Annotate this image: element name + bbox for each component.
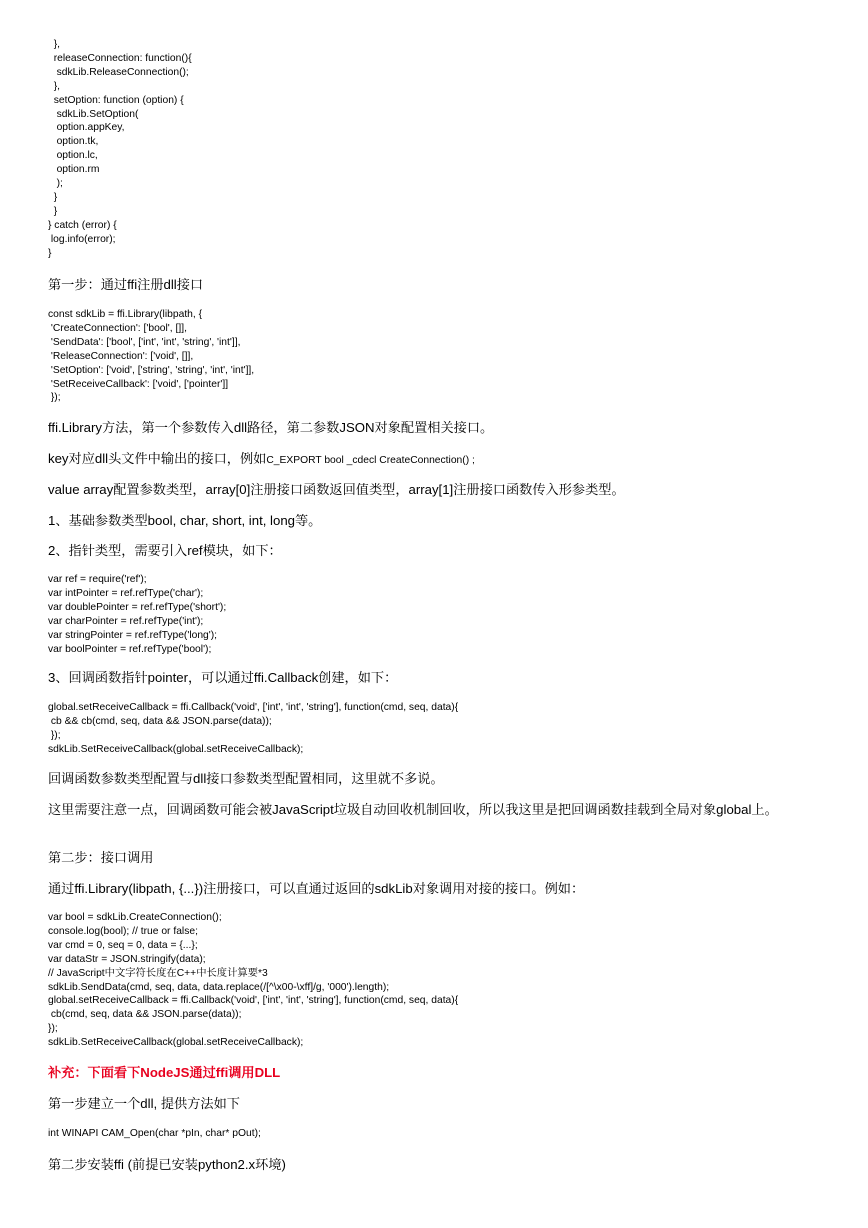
supplement-heading: 补充：下面看下NodeJS通过ffi调用DLL (48, 1065, 281, 1080)
code-block-callback: global.setReceiveCallback = ffi.Callback('void', ['int', 'int', 'string'], function(cmd, seq, data){ cb && cb(cmd, seq, data && JSON.parse(data)); }); sdkLib.SetReceiveCallback(global.setReceiveCallback); (48, 702, 459, 755)
paragraph-callback-pointer: 3、回调函数指针pointer，可以通过ffi.Callback创建，如下： (48, 670, 398, 685)
paragraph-ffi-library-desc: ffi.Library方法，第一个参数传入dll路径，第二参数JSON对象配置相关接口。 (48, 420, 494, 435)
code-block-ffi-library: const sdkLib = ffi.Library(libpath, { 'CreateConnection': ['bool', []], 'SendData': ['bool', ['int', 'int', 'string', 'int']], 'ReleaseConnection': ['void', []], 'SetOption': ['void', ['string', 'string', 'int', 'int']], 'SetReceiveCallback': ['void', ['pointer']] }); (48, 309, 255, 404)
key-desc-text: key对应dll头文件中输出的接口，例如 (48, 451, 267, 466)
paragraph-basic-types: 1、基础参数类型bool, char, short, int, long等。 (48, 513, 322, 528)
paragraph-pointer-types: 2、指针类型，需要引入ref模块，如下： (48, 543, 282, 558)
code-block-ref-pointers: var ref = require('ref'); var intPointer = ref.refType('char'); var doublePointer = ref.refType('short'); var charPointer = ref.refType('int'); var stringPointer = ref.refType('long'); var boolPointer = ref.refType('bool'); (48, 574, 227, 655)
step-one-heading: 第一步：通过ffi注册dll接口 (48, 277, 204, 292)
code-block-connection-methods: }, releaseConnection: function(){ sdkLib.ReleaseConnection(); }, setOption: function (option) { sdkLib.SetOption( option.appKey, option.tk, option.lc, option.rm ); } } } catch (error) { log.info(error); } (48, 39, 192, 259)
paragraph-gc-note: 这里需要注意一点，回调函数可能会被JavaScript垃圾自动回收机制回收，所以我这里是把回调函数挂载到全局对象global上。 (48, 802, 778, 817)
paragraph-interface-call: 通过ffi.Library(libpath, {...})注册接口，可以直通过返回的sdkLib对象调用对接的接口。例如： (48, 881, 585, 896)
step-two-heading: 第二步：接口调用 (48, 850, 154, 865)
paragraph-create-dll: 第一步建立一个dll, 提供方法如下 (48, 1096, 240, 1111)
paragraph-value-array-desc: value array配置参数类型，array[0]注册接口函数返回值类型，array[1]注册接口函数传入形参类型。 (48, 482, 625, 497)
paragraph-key-desc (48, 450, 475, 469)
paragraph-install-ffi: 第二步安装ffi (前提已安装python2.x环境) (48, 1157, 286, 1172)
key-desc-example: C_EXPORT bool _cdecl CreateConnection() ; (266, 455, 475, 466)
code-block-cam-open: int WINAPI CAM_Open(char *pIn, char* pOut); (48, 1128, 261, 1139)
code-block-interface-call: var bool = sdkLib.CreateConnection(); console.log(bool); // true or false; var cmd = 0, seq = 0, data = {...}; var dataStr = JSON.stringify(data); // JavaScript中文字符长度在C++中长度计算要*3 sdkLib.SendData(cmd, seq, data, data.replace(/[^\x00-\xff]/g, '000').length); global.setReceiveCallback = ffi.Callback('void', ['int', 'int', 'string'], function(cmd, seq, data){ cb(cmd, seq, data && JSON.parse(data)); }); sdkLib.SetReceiveCallback(global.setReceiveCallback); (48, 912, 459, 1049)
paragraph-callback-config: 回调函数参数类型配置与dll接口参数类型配置相同，这里就不多说。 (48, 771, 444, 786)
